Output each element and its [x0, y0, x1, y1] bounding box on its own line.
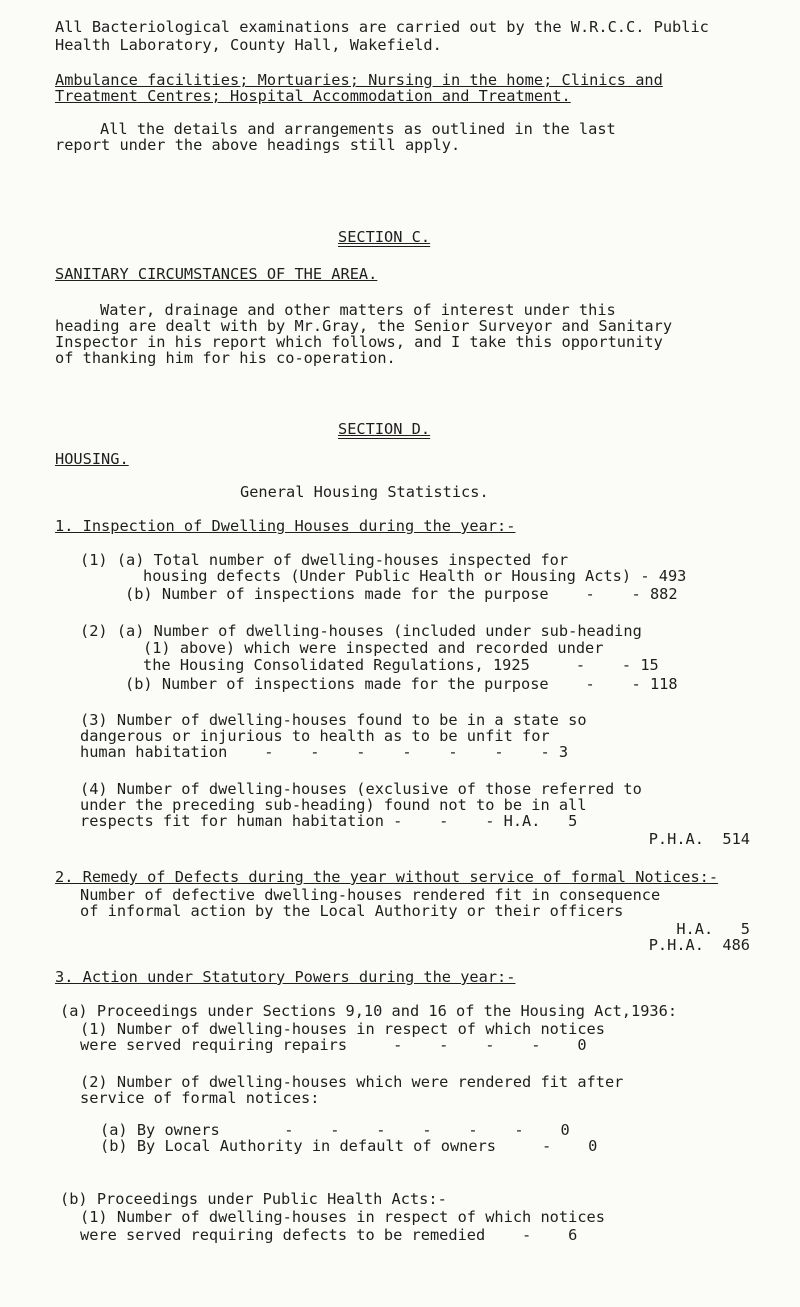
item-3-a1-line-2: were served requiring repairs - - - - 0: [80, 1036, 587, 1054]
item-2-heading: 2. Remedy of Defects during the year without service of formal Notices:-: [55, 868, 719, 886]
item-1-heading: 1. Inspection of Dwelling Houses during the year:-: [55, 517, 516, 535]
item-2-line-1: Number of defective dwelling-houses rendered fit in consequence: [80, 886, 661, 904]
item-1-2a-line-1: (2) (a) Number of dwelling-houses (included under sub-heading: [80, 622, 642, 640]
item-1-2b: (b) Number of inspections made for the purpose - - 118: [125, 675, 678, 693]
item-1-4-pha: P.H.A. 514: [648, 830, 750, 848]
item-2-line-2: of informal action by the Local Authority or their officers: [80, 902, 624, 920]
facilities-line-2: Treatment Centres; Hospital Accommodation and Treatment.: [55, 87, 571, 105]
item-1-1a-line-1: (1) (a) Total number of dwelling-houses inspected for: [80, 551, 569, 569]
section-c-para-4: of thanking him for his co-operation.: [55, 349, 396, 367]
item-3-a2-owners: (a) By owners - - - - - - 0: [100, 1121, 570, 1139]
intro-line-1: All Bacteriological examinations are carried out by the W.R.C.C. Public: [55, 18, 709, 36]
item-1-3-line-2: dangerous or injurious to health as to be unfit for: [80, 727, 550, 745]
section-c-subheading: SANITARY CIRCUMSTANCES OF THE AREA.: [55, 265, 378, 283]
item-3-heading: 3. Action under Statutory Powers during the year:-: [55, 968, 516, 986]
details-line-2: report under the above headings still apply.: [55, 136, 461, 154]
item-3-a: (a) Proceedings under Sections 9,10 and 16 of the Housing Act,1936:: [60, 1002, 678, 1020]
details-line-1: All the details and arrangements as outlined in the last: [100, 120, 616, 138]
item-3-b1-line-2: were served requiring defects to be remedied - 6: [80, 1226, 578, 1244]
item-3-a2-line-2: service of formal notices:: [80, 1089, 320, 1107]
item-1-2a-line-2: (1) above) which were inspected and recorded under: [143, 639, 604, 657]
item-2-pha: P.H.A. 486: [648, 936, 750, 954]
item-1-3-line-3: human habitation - - - - - - - 3: [80, 743, 569, 761]
intro-line-2: Health Laboratory, County Hall, Wakefield.: [55, 36, 442, 54]
section-c-para-3: Inspector in his report which follows, and I take this opportunity: [55, 333, 663, 351]
item-2-ha: H.A. 5: [676, 920, 750, 938]
item-3-a2-local-authority: (b) By Local Authority in default of owners - 0: [100, 1137, 598, 1155]
item-1-1b: (b) Number of inspections made for the purpose - - 882: [125, 585, 678, 603]
facilities-line-1: Ambulance facilities; Mortuaries; Nursing in the home; Clinics and: [55, 71, 663, 89]
item-1-4-line-2: under the preceding sub-heading) found not to be in all: [80, 796, 587, 814]
section-d-subheading: HOUSING.: [55, 450, 129, 468]
section-c-para-1: Water, drainage and other matters of interest under this: [100, 301, 616, 319]
item-1-4-line-3: respects fit for human habitation - - - H.A. 5: [80, 812, 578, 830]
item-1-1a-line-2: housing defects (Under Public Health or Housing Acts) - 493: [143, 567, 687, 585]
item-3-a2-line-1: (2) Number of dwelling-houses which were rendered fit after: [80, 1073, 624, 1091]
general-housing-title: General Housing Statistics.: [240, 483, 489, 501]
section-d-heading: SECTION D.: [338, 420, 431, 438]
item-1-2a-line-3: the Housing Consolidated Regulations, 1925 - - 15: [143, 656, 659, 674]
section-c-heading: SECTION C.: [338, 228, 431, 246]
item-3-b: (b) Proceedings under Public Health Acts:-: [60, 1190, 447, 1208]
item-3-b1-line-1: (1) Number of dwelling-houses in respect of which notices: [80, 1208, 605, 1226]
section-c-para-2: heading are dealt with by Mr.Gray, the Senior Surveyor and Sanitary: [55, 317, 673, 335]
item-1-3-line-1: (3) Number of dwelling-houses found to be in a state so: [80, 711, 587, 729]
item-1-4-line-1: (4) Number of dwelling-houses (exclusive of those referred to: [80, 780, 642, 798]
item-3-a1-line-1: (1) Number of dwelling-houses in respect of which notices: [80, 1020, 605, 1038]
